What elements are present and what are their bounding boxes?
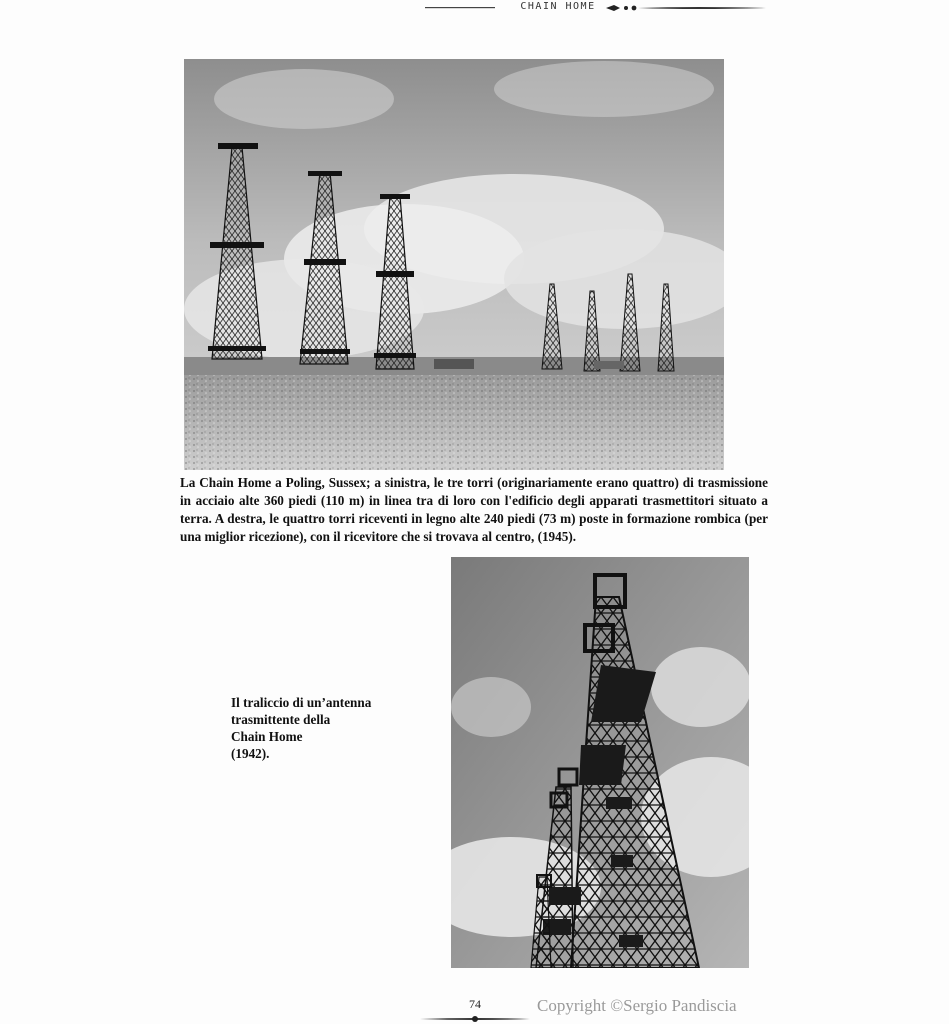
figure-2-caption-line: Il traliccio di un’antenna [231,695,372,710]
figure-2-caption [231,694,431,762]
figure-2-caption-line: (1942). [231,746,270,761]
transmitter-tower-photo [451,557,749,968]
running-header-title: CHAIN HOME [520,1,596,12]
figure-2-caption-line: trasmittente della [231,712,331,727]
footer-ornament [420,1014,530,1024]
copyright-notice: Copyright ©Sergio Pandiscia [537,996,737,1015]
chain-home-poling-photo [184,59,724,470]
header-ornament [606,2,768,14]
figure-1-caption: La Chain Home a Poling, Sussex; a sinistra, le tre torri (originariamente erano quattro) di trasmissione in acciaio alte 360 piedi (110 m) in linea tra di loro con l'edificio degli apparati trasmettitori situato a terra. A destra, le quattro torri riceventi in legno alte 240 piedi (73 m) poste in formazione rombica (per una miglior ricezione), con il ricevitore che si trovava al centro, (1945). [180,475,768,544]
figure-2-caption-line: Chain Home [231,729,303,744]
header-rule-left [425,7,495,9]
page-number: 74 [469,997,481,1011]
